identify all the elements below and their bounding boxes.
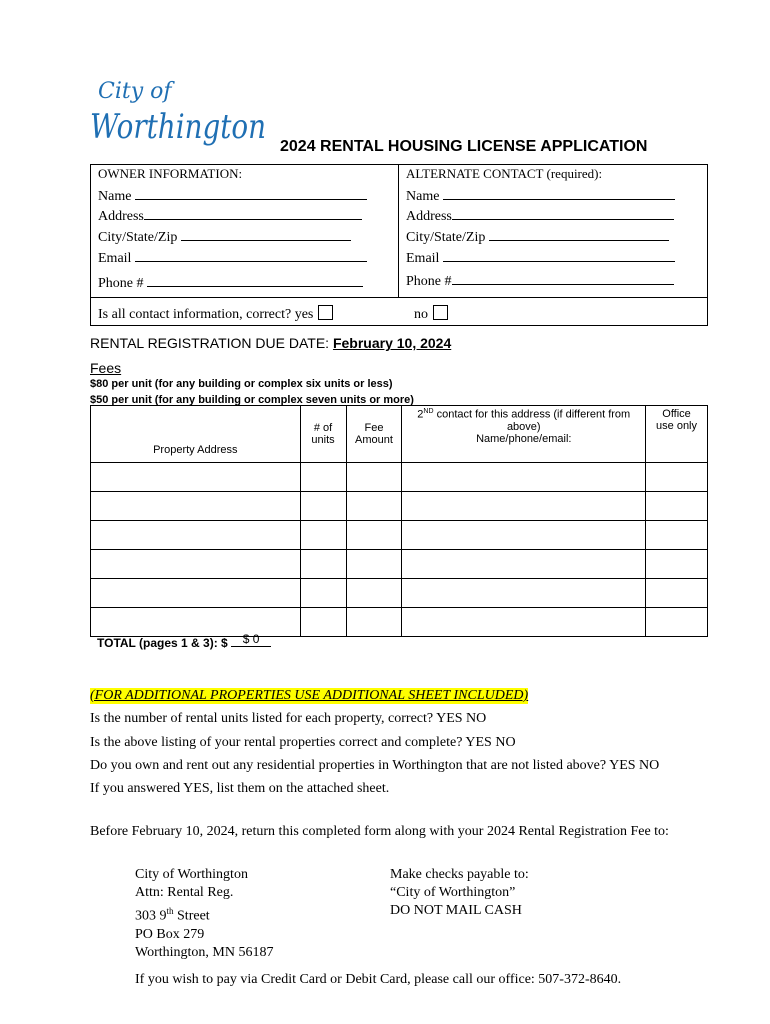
credit-card-note: If you wish to pay via Credit Card or Debit Card, please call our office: 507-372-8640.: [135, 972, 622, 987]
divider: [398, 164, 399, 298]
owner-phone-field[interactable]: Phone #: [98, 273, 363, 292]
table-row: [91, 463, 708, 492]
table-row: [91, 579, 708, 608]
additional-properties-note: (FOR ADDITIONAL PROPERTIES USE ADDITIONAL SHEET INCLUDED): [90, 688, 529, 703]
table-row: [91, 521, 708, 550]
owner-email-field[interactable]: Email: [98, 248, 367, 267]
return-instructions: Before February 10, 2024, return this completed form along with your 2024 Rental Registration Fee to:: [90, 824, 669, 839]
fees-heading: Fees: [90, 360, 122, 376]
col-office-use: Office use only: [646, 406, 708, 463]
owner-name-field[interactable]: Name: [98, 186, 367, 205]
total-line: TOTAL (pages 1 & 3): $ $ 0: [97, 636, 271, 651]
yes-checkbox[interactable]: [318, 305, 333, 320]
col-fee: Fee Amount: [346, 406, 402, 463]
due-date-line: RENTAL REGISTRATION DUE DATE: February 10, 2024: [90, 335, 452, 351]
svg-text:Worthington: Worthington: [90, 107, 266, 147]
no-checkbox[interactable]: [433, 305, 448, 320]
divider: [90, 297, 708, 298]
property-table: [90, 405, 708, 637]
table-row: [91, 608, 708, 637]
question-list-instruction: If you answered YES, list them on the attached sheet.: [90, 781, 390, 796]
table-row: [91, 550, 708, 579]
question-listing-complete: Is the above listing of your rental properties correct and complete? YES NO: [90, 735, 516, 750]
owner-address-field[interactable]: Address: [98, 206, 362, 225]
payable-instructions: Make checks payable to: “City of Worthington” DO NOT MAIL CASH: [390, 867, 529, 918]
total-amount-field[interactable]: $ 0: [231, 632, 271, 647]
fee-rate-large: $50 per unit (for any building or complex seven units or more): [90, 394, 414, 406]
contact-correct-question: Is all contact information, correct? yes: [98, 305, 333, 323]
alternate-phone-field[interactable]: Phone #: [406, 271, 674, 290]
alternate-city-field[interactable]: City/State/Zip: [406, 227, 669, 246]
col-units: # of units: [300, 406, 346, 463]
city-logo: [90, 72, 270, 160]
form-title: 2024 RENTAL HOUSING LICENSE APPLICATION: [280, 138, 648, 155]
owner-heading: OWNER INFORMATION:: [98, 166, 243, 181]
col-property-address: Property Address: [91, 406, 301, 463]
alternate-address-field[interactable]: Address: [406, 206, 674, 225]
alternate-name-field[interactable]: Name: [406, 186, 675, 205]
svg-text:City of: City of: [98, 79, 172, 104]
owner-city-field[interactable]: City/State/Zip: [98, 227, 351, 246]
alternate-email-field[interactable]: Email: [406, 248, 675, 267]
table-row: [91, 492, 708, 521]
col-second-contact: 2ND contact for this address (if different from above) Name/phone/email:: [402, 406, 646, 463]
table-header: [91, 406, 708, 463]
alternate-heading: ALTERNATE CONTACT (required):: [406, 166, 603, 181]
contact-correct-no: no: [414, 305, 448, 323]
question-units-correct: Is the number of rental units listed for each property, correct? YES NO: [90, 711, 487, 726]
question-other-properties: Do you own and rent out any residential properties in Worthington that are not listed above? YES NO: [90, 758, 660, 773]
fee-rate-small: $80 per unit (for any building or complex six units or less): [90, 378, 393, 390]
mailing-address: City of Worthington Attn: Rental Reg. 303 9th Street PO Box 279 Worthington, MN 56187: [135, 867, 274, 960]
